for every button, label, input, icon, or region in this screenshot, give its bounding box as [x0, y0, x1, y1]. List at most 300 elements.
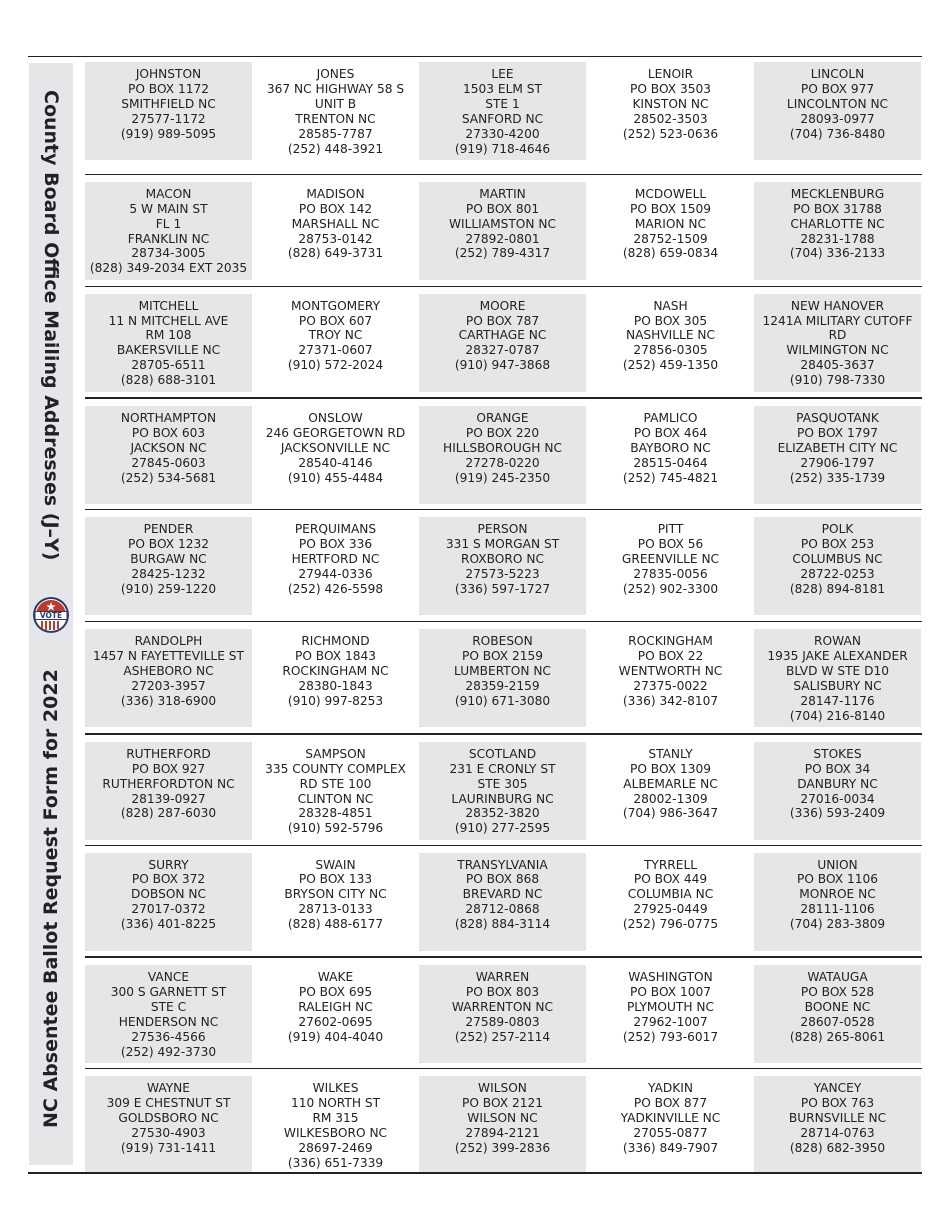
- address-line: PO BOX 1843: [294, 648, 376, 663]
- address-row: [85, 621, 922, 733]
- county-name: PERQUIMANS: [294, 522, 377, 537]
- address-line: 27055-0877: [633, 1125, 708, 1140]
- address-line: GOLDSBORO NC: [118, 1110, 219, 1125]
- address-line: 27278-0220: [465, 456, 540, 471]
- address-line: PO BOX 133: [298, 872, 373, 887]
- address-line: BAKERSVILLE NC: [116, 343, 221, 358]
- address-line: 5 W MAIN ST: [129, 201, 208, 216]
- county-name: ORANGE: [476, 411, 529, 426]
- address-line: (910) 259-1220: [120, 581, 217, 596]
- address-line: (252) 789-4317: [454, 246, 551, 261]
- address-line: PO BOX 34: [804, 761, 871, 776]
- address-line: SALISBURY NC: [793, 678, 882, 693]
- address-line: 27536-4566: [131, 1030, 206, 1044]
- county-address-cell: [252, 294, 419, 392]
- address-line: 27944-0336: [298, 566, 373, 581]
- address-line: YADKINVILLE NC: [620, 1110, 721, 1125]
- address-line: WILMINGTON NC: [786, 343, 889, 358]
- address-line: (919) 718-4646: [454, 141, 551, 156]
- address-line: (336) 849-7907: [622, 1140, 719, 1155]
- address-line: PO BOX 787: [465, 313, 540, 328]
- address-line: PO BOX 449: [633, 872, 708, 887]
- county-address-cell: [587, 294, 754, 392]
- county-name: NEW HANOVER: [790, 298, 885, 313]
- address-line: LAURINBURG NC: [451, 791, 554, 806]
- address-line: 309 E CHESTNUT ST: [106, 1096, 231, 1111]
- county-address-cell: [85, 1076, 252, 1174]
- address-line: 1457 N FAYETTEVILLE ST: [93, 648, 244, 663]
- address-line: PO BOX 1106: [796, 872, 878, 887]
- top-rule: [28, 56, 922, 57]
- county-name: RANDOLPH: [134, 633, 203, 648]
- address-line: (828) 265-8061: [789, 1030, 886, 1044]
- county-address-cell: [587, 629, 754, 727]
- address-line: LINCOLNTON NC: [786, 96, 889, 111]
- county-address-cell: [419, 629, 586, 727]
- address-line: 28002-1309: [633, 791, 708, 806]
- address-line: PO BOX 1007: [629, 985, 711, 1000]
- address-line: 28752-1509: [633, 231, 708, 246]
- address-line: (336) 593-2409: [789, 806, 886, 821]
- address-row: [85, 286, 922, 398]
- county-name: PENDER: [143, 522, 194, 537]
- address-line: ALBEMARLE NC: [623, 776, 718, 791]
- address-line: 110 NORTH ST: [290, 1096, 381, 1111]
- address-line: 231 E CRONLY ST: [449, 761, 556, 776]
- address-line: BLVD W STE D10: [786, 663, 889, 678]
- address-line: (828) 894-8181: [789, 581, 886, 596]
- address-line: (252) 399-2836: [454, 1140, 551, 1155]
- address-line: 28607-0528: [800, 1015, 875, 1030]
- address-line: (919) 404-4040: [287, 1030, 384, 1044]
- county-name: ROWAN: [814, 633, 861, 648]
- county-address-cell: [754, 742, 921, 840]
- county-name: RUTHERFORD: [126, 746, 211, 761]
- address-line: LUMBERTON NC: [454, 663, 551, 678]
- county-address-cell: [85, 517, 252, 615]
- county-address-cell: [419, 62, 586, 160]
- address-line: PO BOX 603: [131, 426, 206, 441]
- address-line: 28712-0868: [465, 902, 540, 917]
- address-line: BAYBORO NC: [630, 441, 711, 456]
- address-line: (336) 342-8107: [622, 693, 719, 708]
- address-line: PO BOX 22: [637, 648, 704, 663]
- county-name: LEE: [491, 67, 514, 81]
- address-line: (704) 986-3647: [622, 806, 719, 821]
- address-line: 28515-0464: [633, 456, 708, 471]
- address-line: 27845-0603: [131, 456, 206, 471]
- vote-badge-text: VOTE: [39, 611, 63, 620]
- address-line: 27892-0801: [465, 231, 540, 246]
- county-address-cell: [419, 1076, 586, 1174]
- address-line: PO BOX 1797: [796, 426, 878, 441]
- address-line: PO BOX 3503: [629, 81, 711, 96]
- county-address-cell: [252, 853, 419, 951]
- county-address-cell: [85, 62, 252, 160]
- county-address-cell: [754, 517, 921, 615]
- county-address-cell: [252, 517, 419, 615]
- address-line: JACKSON NC: [130, 441, 207, 456]
- address-line: BURGAW NC: [130, 552, 207, 566]
- address-line: PO BOX 607: [298, 313, 373, 328]
- county-address-cell: [252, 629, 419, 727]
- county-address-cell: [587, 182, 754, 280]
- address-line: 27530-4903: [131, 1125, 206, 1140]
- address-line: PO BOX 1509: [629, 201, 711, 216]
- address-line: MARION NC: [634, 216, 707, 231]
- address-line: BOONE NC: [804, 1000, 871, 1015]
- address-line: (336) 651-7339: [287, 1155, 384, 1170]
- county-address-cell: [754, 1076, 921, 1174]
- county-name: MECKLENBURG: [790, 186, 885, 201]
- address-line: 28405-3637: [800, 358, 875, 373]
- address-line: 27589-0803: [465, 1015, 540, 1030]
- address-line: PLYMOUTH NC: [626, 1000, 715, 1015]
- county-name: MADISON: [306, 186, 365, 201]
- county-name: WAYNE: [146, 1081, 191, 1096]
- address-row: [85, 509, 922, 621]
- county-name: MCDOWELL: [634, 186, 707, 201]
- address-line: PO BOX 803: [465, 985, 540, 1000]
- address-line: (704) 283-3809: [789, 917, 886, 932]
- address-line: PO BOX 305: [633, 313, 708, 328]
- address-line: BURNSVILLE NC: [788, 1110, 887, 1125]
- address-line: RM 315: [312, 1110, 359, 1125]
- county-address-cell: [85, 406, 252, 504]
- address-line: FL 1: [155, 216, 182, 231]
- address-line: PO BOX 528: [800, 985, 875, 1000]
- address-line: RD STE 100: [299, 776, 372, 791]
- address-line: WILSON NC: [467, 1110, 538, 1125]
- address-line: BRYSON CITY NC: [284, 887, 387, 902]
- address-line: 331 S MORGAN ST: [445, 537, 560, 552]
- address-line: DANBURY NC: [797, 776, 878, 791]
- county-address-cell: [252, 965, 419, 1063]
- address-line: 27906-1797: [800, 456, 875, 471]
- address-line: (828) 884-3114: [454, 917, 551, 932]
- county-name: MONTGOMERY: [290, 298, 381, 313]
- county-address-cell: [85, 182, 252, 280]
- address-line: DOBSON NC: [130, 887, 207, 902]
- county-address-cell: [85, 965, 252, 1063]
- address-line: CARTHAGE NC: [458, 328, 547, 343]
- address-line: JACKSONVILLE NC: [280, 441, 391, 456]
- address-line: PO BOX 220: [465, 426, 540, 441]
- county-address-cell: [252, 406, 419, 504]
- county-address-cell: [754, 965, 921, 1063]
- address-line: 28359-2159: [465, 678, 540, 693]
- address-line: FRANKLIN NC: [127, 231, 210, 246]
- address-line: (828) 488-6177: [287, 917, 384, 932]
- county-name: SAMPSON: [305, 746, 366, 761]
- address-line: (828) 659-0834: [622, 246, 719, 261]
- address-line: 300 S GARNETT ST: [110, 985, 227, 1000]
- address-line: 27017-0372: [131, 902, 206, 917]
- county-address-cell: [587, 965, 754, 1063]
- address-line: 1503 ELM ST: [463, 81, 542, 96]
- address-line: 27894-2121: [465, 1125, 540, 1140]
- address-line: 27375-0022: [633, 678, 708, 693]
- address-line: 246 GEORGETOWN RD: [265, 426, 406, 441]
- address-line: 28753-0142: [298, 231, 373, 246]
- county-name: LENOIR: [647, 67, 694, 81]
- address-line: HERTFORD NC: [291, 552, 380, 566]
- address-line: (252) 257-2114: [454, 1030, 551, 1044]
- address-line: RUTHERFORDTON NC: [102, 776, 235, 791]
- address-line: GREENVILLE NC: [621, 552, 720, 566]
- address-line: CLINTON NC: [297, 791, 374, 806]
- address-line: PO BOX 1172: [127, 81, 209, 96]
- address-row: [85, 845, 922, 957]
- county-address-cell: [754, 182, 921, 280]
- address-line: (252) 745-4821: [622, 471, 719, 486]
- address-line: (252) 796-0775: [622, 917, 719, 932]
- address-line: PO BOX 1309: [629, 761, 711, 776]
- county-name: SCOTLAND: [468, 746, 537, 761]
- county-name: ROCKINGHAM: [628, 633, 713, 648]
- address-line: TROY NC: [308, 328, 363, 343]
- county-name: MARTIN: [479, 186, 526, 201]
- address-line: TRENTON NC: [295, 111, 376, 126]
- address-line: HILLSBOROUGH NC: [443, 441, 562, 456]
- address-line: ELIZABETH CITY NC: [777, 441, 898, 456]
- address-row: [85, 174, 922, 286]
- county-address-cell: [587, 742, 754, 840]
- county-name: MITCHELL: [138, 298, 199, 313]
- address-line: (252) 793-6017: [622, 1030, 719, 1044]
- address-line: (828) 649-3731: [287, 246, 384, 261]
- address-line: 28713-0133: [298, 902, 373, 917]
- address-line: 28425-1232: [131, 566, 206, 581]
- address-line: PO BOX 763: [800, 1096, 875, 1111]
- county-name: PITT: [657, 522, 684, 537]
- county-address-cell: [587, 853, 754, 951]
- address-line: (910) 798-7330: [789, 373, 886, 388]
- bottom-rule: [28, 1172, 922, 1174]
- address-line: (704) 736-8480: [789, 126, 886, 141]
- address-line: 27577-1172: [131, 111, 206, 126]
- county-address-grid: [85, 62, 922, 1180]
- county-name: TRANSYLVANIA: [457, 857, 548, 872]
- address-line: PO BOX 868: [465, 872, 540, 887]
- county-name: YANCEY: [813, 1081, 862, 1096]
- address-line: 28714-0763: [800, 1125, 875, 1140]
- county-address-cell: [587, 517, 754, 615]
- address-line: (336) 597-1727: [454, 581, 551, 596]
- address-line: (252) 448-3921: [287, 141, 384, 156]
- county-address-cell: [252, 62, 419, 160]
- address-line: 27856-0305: [633, 343, 708, 358]
- county-name: ROBESON: [472, 633, 533, 648]
- address-line: STE 305: [477, 776, 528, 791]
- county-address-cell: [85, 742, 252, 840]
- county-name: PERSON: [477, 522, 528, 537]
- address-line: (828) 349-2034 EXT 2035: [89, 261, 248, 276]
- county-name: WILSON: [478, 1081, 527, 1096]
- address-line: (828) 287-6030: [120, 806, 217, 821]
- vote-badge-icon: [32, 596, 70, 634]
- address-line: 28734-3005: [131, 246, 206, 261]
- address-line: PO BOX 31788: [793, 201, 882, 216]
- address-line: UNIT B: [314, 96, 357, 111]
- address-line: (919) 731-1411: [120, 1140, 217, 1155]
- address-line: MARSHALL NC: [291, 216, 380, 231]
- county-address-cell: [587, 62, 754, 160]
- address-line: (910) 455-4484: [287, 471, 384, 486]
- address-line: 27330-4200: [465, 126, 540, 141]
- address-line: 27016-0034: [800, 791, 875, 806]
- address-line: ROXBORO NC: [461, 552, 544, 566]
- address-line: STE 1: [485, 96, 520, 111]
- address-line: 11 N MITCHELL AVE: [108, 313, 229, 328]
- address-line: PO BOX 142: [298, 201, 373, 216]
- address-line: WILLIAMSTON NC: [448, 216, 557, 231]
- address-line: 28139-0927: [131, 791, 206, 806]
- address-line: WENTWORTH NC: [618, 663, 723, 678]
- county-name: WAKE: [317, 970, 354, 985]
- county-address-cell: [754, 406, 921, 504]
- address-line: 28380-1843: [298, 678, 373, 693]
- county-name: RICHMOND: [301, 633, 370, 648]
- sidebar-title-bottom: NC Absentee Ballot Request Form for 2022: [40, 669, 62, 1128]
- address-line: PO BOX 372: [131, 872, 206, 887]
- address-line: (252) 426-5598: [287, 581, 384, 596]
- address-line: (252) 459-1350: [622, 358, 719, 373]
- address-line: 28111-1106: [800, 902, 875, 917]
- address-line: 28705-6511: [131, 358, 206, 373]
- address-line: KINSTON NC: [632, 96, 709, 111]
- county-name: ONSLOW: [308, 411, 363, 426]
- county-name: WASHINGTON: [628, 970, 713, 985]
- address-line: (910) 592-5796: [287, 821, 384, 836]
- address-line: (910) 671-3080: [454, 693, 551, 708]
- county-name: NASH: [653, 298, 688, 313]
- address-line: PO BOX 2159: [461, 648, 543, 663]
- county-name: JONES: [316, 67, 355, 81]
- county-address-cell: [419, 294, 586, 392]
- address-line: (336) 318-6900: [120, 693, 217, 708]
- address-row: [85, 956, 922, 1068]
- address-line: 27602-0695: [298, 1015, 373, 1030]
- address-line: SANFORD NC: [461, 111, 544, 126]
- county-name: SURRY: [148, 857, 189, 872]
- address-line: ASHEBORO NC: [123, 663, 214, 678]
- sidebar-title-top: County Board Office Mailing Addresses (J–Y): [40, 90, 62, 561]
- county-address-cell: [252, 182, 419, 280]
- address-line: WARRENTON NC: [451, 1000, 554, 1015]
- address-line: (252) 492-3730: [120, 1044, 217, 1059]
- address-line: SMITHFIELD NC: [121, 96, 216, 111]
- address-line: (336) 401-8225: [120, 917, 217, 932]
- county-name: NORTHAMPTON: [120, 411, 217, 426]
- address-line: 27371-0607: [298, 343, 373, 358]
- county-name: PASQUOTANK: [796, 411, 879, 426]
- address-line: (828) 688-3101: [120, 373, 217, 388]
- address-line: (910) 997-8253: [287, 693, 384, 708]
- address-line: 28722-0253: [800, 566, 875, 581]
- county-name: WILKES: [312, 1081, 359, 1096]
- county-address-cell: [754, 62, 921, 160]
- address-line: COLUMBIA NC: [627, 887, 714, 902]
- county-name: JOHNSTON: [135, 67, 202, 81]
- address-line: 28147-1176: [800, 693, 875, 708]
- address-line: 28093-0977: [800, 111, 875, 126]
- address-line: PO BOX 801: [465, 201, 540, 216]
- address-line: (704) 216-8140: [789, 708, 886, 723]
- county-name: VANCE: [147, 970, 190, 985]
- address-line: (919) 245-2350: [454, 471, 551, 486]
- address-line: 28540-4146: [298, 456, 373, 471]
- county-name: WARREN: [475, 970, 530, 985]
- county-address-cell: [754, 853, 921, 951]
- address-line: PO BOX 253: [800, 537, 875, 552]
- address-line: COLUMBUS NC: [792, 552, 883, 566]
- address-row: [85, 1068, 922, 1180]
- county-address-cell: [419, 517, 586, 615]
- address-line: 1241A MILITARY CUTOFF: [762, 313, 913, 328]
- county-address-cell: [419, 182, 586, 280]
- county-address-cell: [754, 629, 921, 727]
- address-line: PO BOX 56: [637, 537, 704, 552]
- address-line: BREVARD NC: [462, 887, 543, 902]
- address-line: HENDERSON NC: [118, 1015, 219, 1030]
- address-line: 27835-0056: [633, 566, 708, 581]
- address-line: 1935 JAKE ALEXANDER: [767, 648, 908, 663]
- address-line: 335 COUNTY COMPLEX: [265, 761, 406, 776]
- address-line: 28231-1788: [800, 231, 875, 246]
- county-name: POLK: [821, 522, 854, 537]
- county-name: STOKES: [813, 746, 862, 761]
- county-address-cell: [419, 742, 586, 840]
- county-name: SWAIN: [315, 857, 356, 872]
- county-name: STANLY: [648, 746, 693, 761]
- address-line: 28328-4851: [298, 806, 373, 821]
- address-line: (704) 336-2133: [789, 246, 886, 261]
- address-line: 28327-0787: [465, 343, 540, 358]
- address-line: PO BOX 977: [800, 81, 875, 96]
- county-name: WATAUGA: [807, 970, 868, 985]
- county-name: PAMLICO: [643, 411, 698, 426]
- county-address-cell: [85, 629, 252, 727]
- address-line: CHARLOTTE NC: [790, 216, 885, 231]
- address-line: (252) 534-5681: [120, 471, 217, 486]
- address-line: PO BOX 464: [633, 426, 708, 441]
- address-line: (828) 682-3950: [789, 1140, 886, 1155]
- county-address-cell: [419, 406, 586, 504]
- address-line: ROCKINGHAM NC: [282, 663, 389, 678]
- address-line: (252) 335-1739: [789, 471, 886, 486]
- county-name: YADKIN: [648, 1081, 693, 1096]
- county-name: MACON: [145, 186, 192, 201]
- county-name: LINCOLN: [810, 67, 865, 81]
- county-name: UNION: [817, 857, 858, 872]
- address-line: 28502-3503: [633, 111, 708, 126]
- address-line: 27203-3957: [131, 678, 206, 693]
- address-line: (919) 989-5095: [120, 126, 217, 141]
- county-address-cell: [419, 965, 586, 1063]
- address-line: PO BOX 695: [298, 985, 373, 1000]
- county-address-cell: [252, 742, 419, 840]
- address-line: STE C: [150, 1000, 187, 1015]
- address-line: NASHVILLE NC: [625, 328, 716, 343]
- county-address-cell: [252, 1076, 419, 1174]
- address-line: 27925-0449: [633, 902, 708, 917]
- address-line: PO BOX 1232: [127, 537, 209, 552]
- address-line: RM 108: [145, 328, 192, 343]
- address-row: [85, 397, 922, 509]
- address-line: MONROE NC: [799, 887, 876, 902]
- address-line: PO BOX 877: [633, 1096, 708, 1111]
